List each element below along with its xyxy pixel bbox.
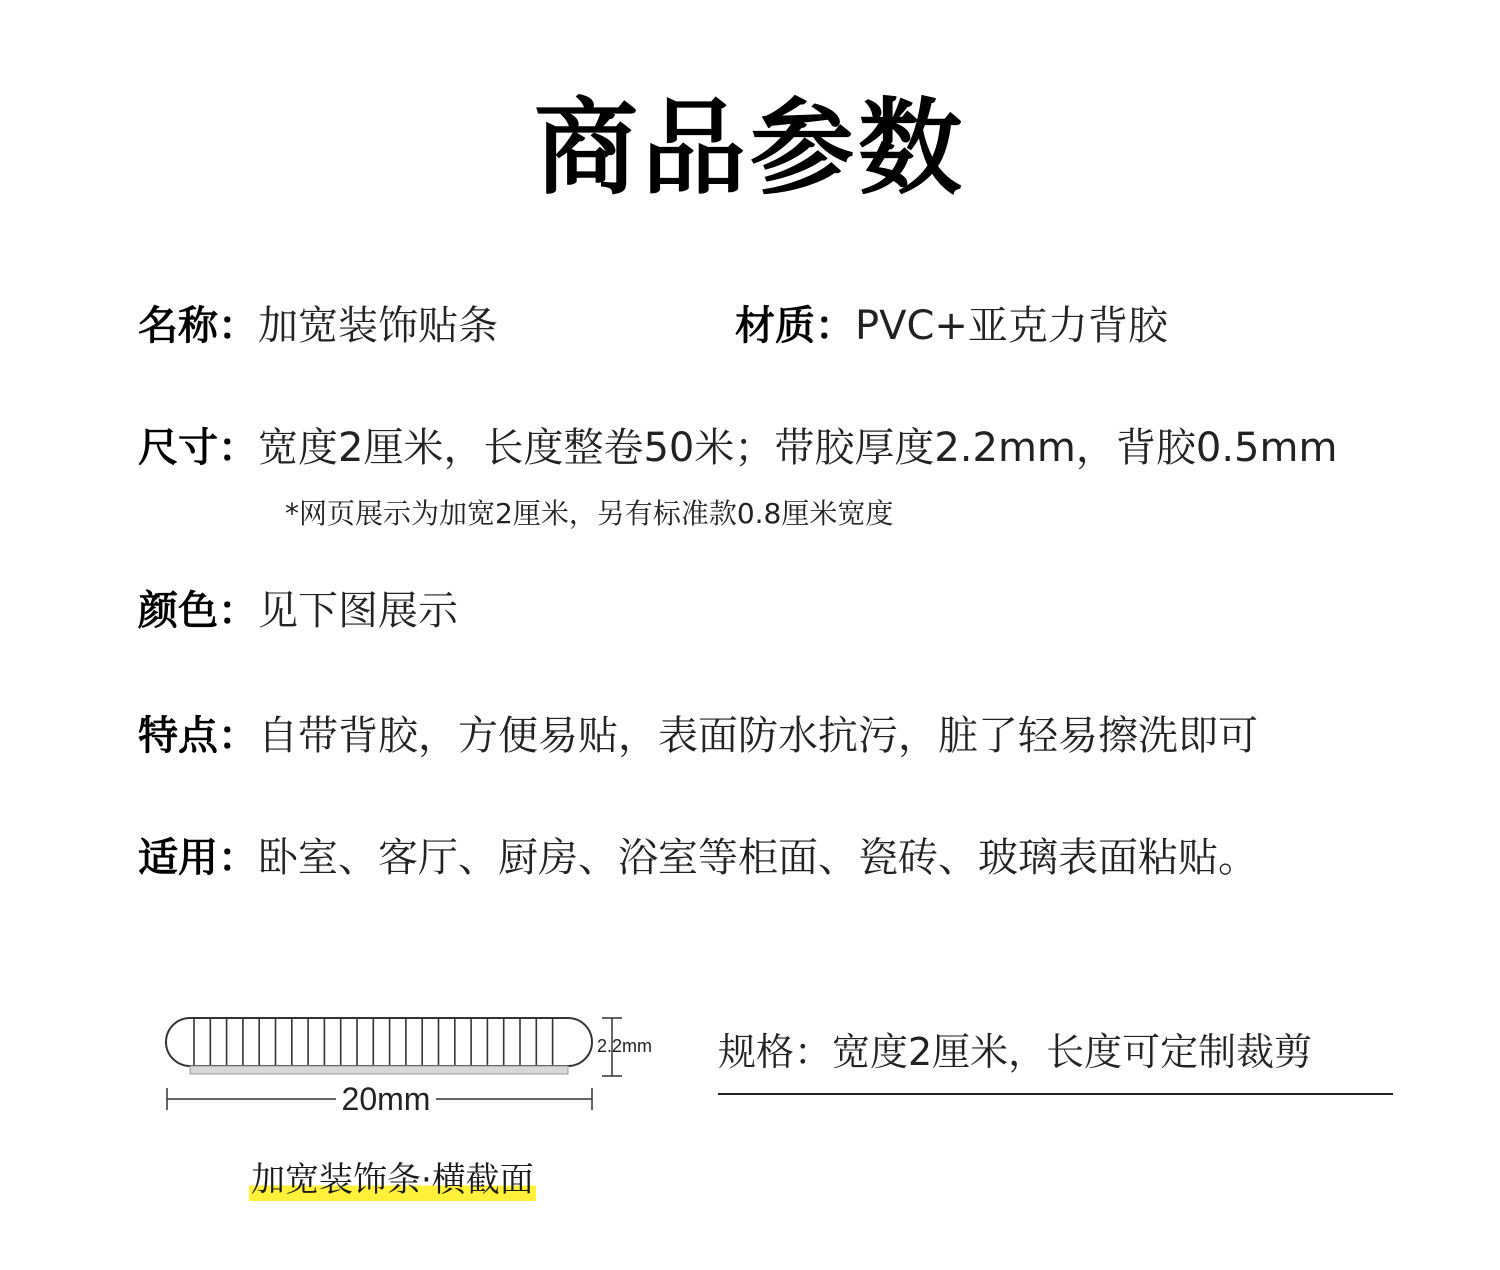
param-color-value: 见下图展示 [258,588,458,634]
spec-underline [718,1093,1393,1095]
param-features-value: 自带背胶，方便易贴，表面防水抗污，脏了轻易擦洗即可 [258,713,1258,759]
spec-text: 规格：宽度2厘米，长度可定制裁剪 [718,1030,1313,1074]
param-size-note: *网页展示为加宽2厘米，另有标准款0.8厘米宽度 [285,497,894,530]
cross-section-caption: 加宽装饰条·横截面 [249,1157,536,1203]
param-name-label: 名称： [138,303,258,349]
param-color-label: 颜色： [138,588,258,634]
param-name-value: 加宽装饰贴条 [258,303,498,349]
param-size-label: 尺寸： [138,425,258,471]
param-features-label: 特点： [138,713,258,759]
param-usage-label: 适用： [138,835,258,881]
thickness-label: 2.2mm [597,1036,653,1056]
param-usage [138,830,1258,886]
param-size-value: 宽度2厘米，长度整卷50米；带胶厚度2.2mm，背胶0.5mm [258,425,1338,471]
cross-section-diagram [150,1000,680,1130]
adhesive-layer [190,1066,568,1074]
param-usage-value: 卧室、客厅、厨房、浴室等柜面、瓷砖、玻璃表面粘贴。 [258,835,1258,881]
page-title: 商品参数 [533,87,966,209]
param-size [138,420,1337,476]
param-material-label: 材质： [735,303,855,349]
param-material-value: PVC+亚克力背胶 [855,303,1168,349]
width-label: 20mm [341,1081,431,1117]
param-name [138,298,498,354]
param-material [735,298,1168,354]
param-features [138,708,1258,764]
param-color [138,583,458,639]
strip-profile [166,1018,592,1066]
